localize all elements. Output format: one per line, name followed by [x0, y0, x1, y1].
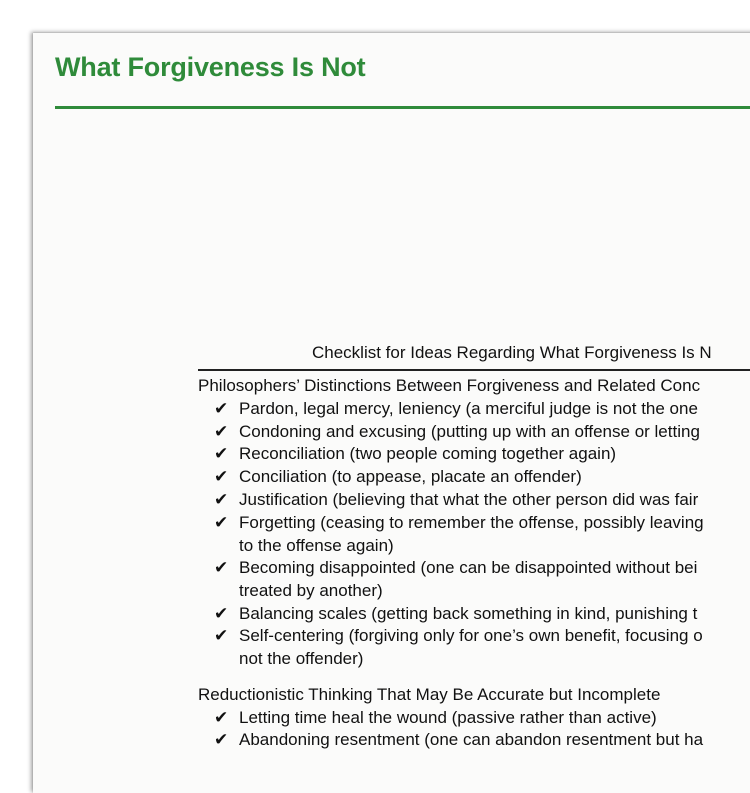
checkmark-icon: ✔: [214, 558, 229, 578]
checklist-item: Condoning and excusing (putting up with an offense or letting: [239, 422, 700, 441]
checklist-item: Reconciliation (two people coming together again): [239, 444, 617, 463]
checklist-item: Conciliation (to appease, placate an offender): [239, 467, 582, 486]
checkmark-icon: ✔: [214, 513, 229, 533]
section-heading-philosophers: Philosophers’ Distinctions Between Forgiveness and Related Conc: [198, 376, 701, 395]
checklist-item: Justification (believing that what the other person did was fair: [239, 490, 699, 509]
checkmark-icon: ✔: [214, 708, 229, 728]
checklist-item: Becoming disappointed (one can be disappointed without bei: [239, 558, 698, 577]
checkmark-icon: ✔: [214, 422, 229, 442]
checkmark-icon: ✔: [214, 730, 229, 750]
checklist-item-continuation: to the offense again): [239, 536, 394, 555]
checkmark-icon: ✔: [214, 490, 229, 510]
checkmark-icon: ✔: [214, 467, 229, 487]
checklist-item-continuation: not the offender): [239, 649, 364, 668]
checklist-item: Pardon, legal mercy, leniency (a merciful judge is not the one: [239, 399, 698, 418]
checklist-item: Letting time heal the wound (passive rather than active): [239, 708, 657, 727]
checklist-item-continuation: treated by another): [239, 581, 383, 600]
checklist-divider: [198, 369, 750, 371]
checkmark-icon: ✔: [214, 604, 229, 624]
checkmark-icon: ✔: [214, 626, 229, 646]
section-heading-reductionistic: Reductionistic Thinking That May Be Accurate but Incomplete: [198, 685, 661, 704]
checkmark-icon: ✔: [214, 444, 229, 464]
title-divider: [55, 106, 750, 109]
checklist-item: Abandoning resentment (one can abandon resentment but ha: [239, 730, 704, 749]
page-title: What Forgiveness Is Not: [55, 52, 366, 82]
checklist-item: Self-centering (forgiving only for one’s own benefit, focusing o: [239, 626, 703, 645]
checklist-item: Balancing scales (getting back something in kind, punishing t: [239, 604, 698, 623]
checkmark-icon: ✔: [214, 399, 229, 419]
checklist-title: Checklist for Ideas Regarding What Forgiveness Is N: [312, 343, 712, 362]
checklist-item: Forgetting (ceasing to remember the offense, possibly leaving: [239, 513, 704, 532]
